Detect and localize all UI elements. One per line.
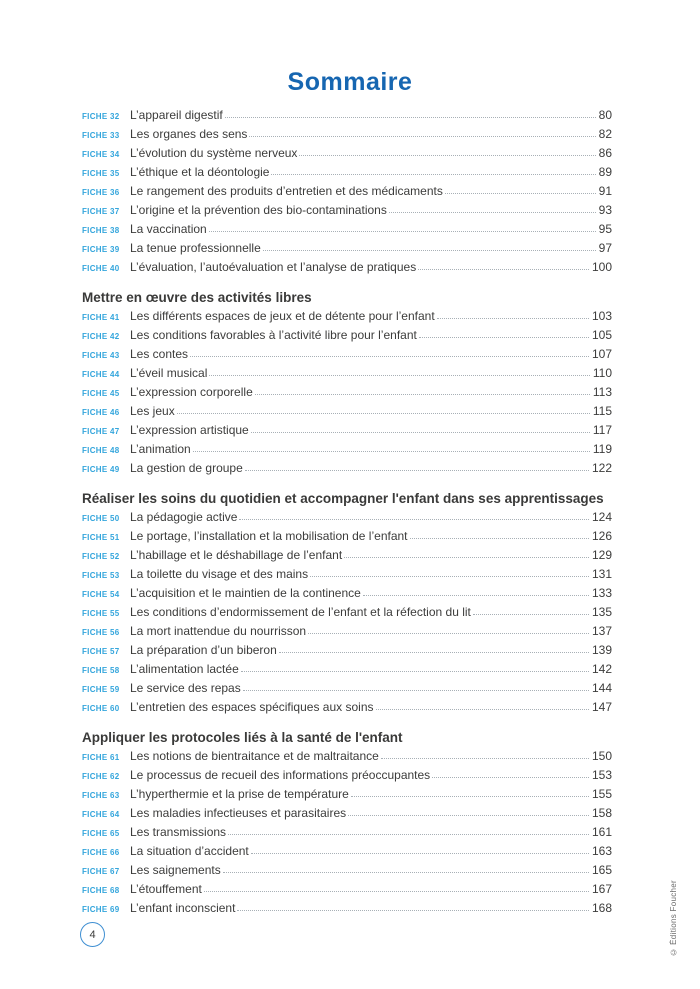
fiche-label: FICHE 32 bbox=[82, 112, 120, 121]
toc-entry bbox=[82, 108, 612, 127]
dot-leader bbox=[473, 614, 589, 615]
entry-title: L’enfant inconscient bbox=[130, 901, 236, 915]
entry-page: 168 bbox=[591, 901, 612, 915]
entry-page: 119 bbox=[592, 442, 612, 456]
toc-entry bbox=[82, 681, 612, 700]
fiche-label: FICHE 49 bbox=[82, 465, 120, 474]
dot-leader bbox=[437, 318, 589, 319]
toc-entry bbox=[82, 662, 612, 681]
entry-title: L’évolution du système nerveux bbox=[130, 146, 298, 160]
dot-leader bbox=[351, 796, 589, 797]
fiche-label: FICHE 57 bbox=[82, 647, 120, 656]
entry-title: La mort inattendue du nourrisson bbox=[130, 624, 307, 638]
fiche-label: FICHE 55 bbox=[82, 609, 120, 618]
fiche-label: FICHE 36 bbox=[82, 188, 120, 197]
entry-page: 133 bbox=[591, 586, 612, 600]
dot-leader bbox=[263, 250, 596, 251]
toc-entry bbox=[82, 404, 612, 423]
entry-page: 86 bbox=[598, 146, 612, 160]
toc-entry bbox=[82, 806, 612, 825]
entry-page: 100 bbox=[591, 260, 612, 274]
toc-entry bbox=[82, 241, 612, 260]
entry-title: La pédagogie active bbox=[130, 510, 238, 524]
toc-entry bbox=[82, 423, 612, 442]
entry-title: L’habillage et le déshabillage de l’enfant bbox=[130, 548, 343, 562]
dot-leader bbox=[381, 758, 589, 759]
fiche-label: FICHE 43 bbox=[82, 351, 120, 360]
entry-page: 107 bbox=[591, 347, 612, 361]
section-entries bbox=[82, 510, 612, 719]
toc-entry bbox=[82, 510, 612, 529]
entry-title: Les saignements bbox=[130, 863, 221, 877]
dot-leader bbox=[251, 432, 590, 433]
dot-leader bbox=[239, 519, 589, 520]
fiche-label: FICHE 54 bbox=[82, 590, 120, 599]
toc-entry bbox=[82, 643, 612, 662]
fiche-label: FICHE 66 bbox=[82, 848, 120, 857]
toc-entry bbox=[82, 548, 612, 567]
toc-entry bbox=[82, 768, 612, 787]
fiche-label: FICHE 65 bbox=[82, 829, 120, 838]
toc-entry bbox=[82, 203, 612, 222]
toc-entry bbox=[82, 260, 612, 279]
fiche-label: FICHE 64 bbox=[82, 810, 120, 819]
entry-title: Les jeux bbox=[130, 404, 175, 418]
dot-leader bbox=[237, 910, 589, 911]
fiche-label: FICHE 61 bbox=[82, 753, 120, 762]
entry-title: Le processus de recueil des informations préoccupantes bbox=[130, 768, 431, 782]
dot-leader bbox=[223, 872, 589, 873]
dot-leader bbox=[255, 394, 590, 395]
dot-leader bbox=[410, 538, 589, 539]
dot-leader bbox=[228, 834, 589, 835]
entry-title: Les contes bbox=[130, 347, 189, 361]
fiche-label: FICHE 38 bbox=[82, 226, 120, 235]
toc-entry bbox=[82, 901, 612, 920]
fiche-label: FICHE 56 bbox=[82, 628, 120, 637]
entry-title: Le rangement des produits d’entretien et des médicaments bbox=[130, 184, 443, 198]
entry-page: 163 bbox=[591, 844, 612, 858]
toc-section bbox=[82, 108, 612, 279]
entry-page: 137 bbox=[591, 624, 612, 638]
fiche-label: FICHE 40 bbox=[82, 264, 120, 273]
entry-title: L’éveil musical bbox=[130, 366, 208, 380]
toc-entry bbox=[82, 461, 612, 480]
entry-page: 93 bbox=[598, 203, 612, 217]
entry-page: 110 bbox=[592, 366, 612, 380]
fiche-label: FICHE 53 bbox=[82, 571, 120, 580]
page-number-badge bbox=[80, 922, 105, 947]
entry-title: La vaccination bbox=[130, 222, 207, 236]
entry-page: 105 bbox=[591, 328, 612, 342]
toc-entry bbox=[82, 844, 612, 863]
dot-leader bbox=[389, 212, 596, 213]
fiche-label: FICHE 33 bbox=[82, 131, 120, 140]
fiche-label: FICHE 67 bbox=[82, 867, 120, 876]
toc-entry bbox=[82, 624, 612, 643]
entry-page: 147 bbox=[591, 700, 612, 714]
entry-title: La tenue professionnelle bbox=[130, 241, 261, 255]
fiche-label: FICHE 44 bbox=[82, 370, 120, 379]
section-entries bbox=[82, 108, 612, 279]
entry-page: 150 bbox=[591, 749, 612, 763]
fiche-label: FICHE 68 bbox=[82, 886, 120, 895]
entry-title: Le portage, l’installation et la mobilisation de l’enfant bbox=[130, 529, 408, 543]
dot-leader bbox=[251, 853, 589, 854]
entry-page: 153 bbox=[591, 768, 612, 782]
entry-page: 161 bbox=[591, 825, 612, 839]
entry-page: 126 bbox=[591, 529, 612, 543]
fiche-label: FICHE 35 bbox=[82, 169, 120, 178]
toc-entry bbox=[82, 586, 612, 605]
toc-section bbox=[82, 489, 612, 719]
entry-page: 135 bbox=[591, 605, 612, 619]
dot-leader bbox=[445, 193, 596, 194]
entry-page: 131 bbox=[591, 567, 612, 581]
fiche-label: FICHE 69 bbox=[82, 905, 120, 914]
dot-leader bbox=[249, 136, 595, 137]
entry-title: Les maladies infectieuses et parasitaires bbox=[130, 806, 347, 820]
fiche-label: FICHE 50 bbox=[82, 514, 120, 523]
fiche-label: FICHE 60 bbox=[82, 704, 120, 713]
fiche-label: FICHE 58 bbox=[82, 666, 120, 675]
toc-entry bbox=[82, 146, 612, 165]
entry-title: L’appareil digestif bbox=[130, 108, 223, 122]
toc-entry bbox=[82, 882, 612, 901]
toc-entry bbox=[82, 366, 612, 385]
toc-entry bbox=[82, 863, 612, 882]
dot-leader bbox=[299, 155, 595, 156]
entry-title: L’acquisition et le maintien de la continence bbox=[130, 586, 361, 600]
section-entries bbox=[82, 309, 612, 480]
fiche-label: FICHE 34 bbox=[82, 150, 120, 159]
toc-entry bbox=[82, 567, 612, 586]
dot-leader bbox=[271, 174, 595, 175]
entry-title: La préparation d’un biberon bbox=[130, 643, 277, 657]
fiche-label: FICHE 51 bbox=[82, 533, 120, 542]
dot-leader bbox=[363, 595, 589, 596]
entry-title: La gestion de groupe bbox=[130, 461, 243, 475]
toc-entry bbox=[82, 347, 612, 366]
entry-title: Les transmissions bbox=[130, 825, 227, 839]
dot-leader bbox=[177, 413, 590, 414]
dot-leader bbox=[279, 652, 589, 653]
toc-entry bbox=[82, 700, 612, 719]
toc-section bbox=[82, 728, 612, 920]
entry-title: Les conditions favorables à l’activité libre pour l’enfant bbox=[130, 328, 417, 342]
entry-title: Le service des repas bbox=[130, 681, 241, 695]
entry-page: 122 bbox=[591, 461, 612, 475]
entry-title: L’alimentation lactée bbox=[130, 662, 239, 676]
section-entries bbox=[82, 749, 612, 920]
fiche-label: FICHE 52 bbox=[82, 552, 120, 561]
toc-entry bbox=[82, 165, 612, 184]
entry-page: 91 bbox=[598, 184, 612, 198]
dot-leader bbox=[209, 231, 596, 232]
section-heading: Mettre en œuvre des activités libres bbox=[82, 290, 312, 305]
dot-leader bbox=[348, 815, 589, 816]
entry-page: 144 bbox=[591, 681, 612, 695]
entry-page: 103 bbox=[591, 309, 612, 323]
entry-page: 113 bbox=[592, 385, 612, 399]
entry-page: 158 bbox=[591, 806, 612, 820]
toc-entry bbox=[82, 309, 612, 328]
fiche-label: FICHE 46 bbox=[82, 408, 120, 417]
entry-page: 95 bbox=[598, 222, 612, 236]
entry-title: L’hyperthermie et la prise de température bbox=[130, 787, 349, 801]
entry-page: 117 bbox=[592, 423, 612, 437]
dot-leader bbox=[310, 576, 589, 577]
dot-leader bbox=[243, 690, 589, 691]
toc-entry bbox=[82, 184, 612, 203]
dot-leader bbox=[193, 451, 590, 452]
entry-title: L’expression corporelle bbox=[130, 385, 253, 399]
dot-leader bbox=[241, 671, 589, 672]
fiche-label: FICHE 63 bbox=[82, 791, 120, 800]
entry-page: 124 bbox=[591, 510, 612, 524]
dot-leader bbox=[418, 269, 589, 270]
toc-entry bbox=[82, 825, 612, 844]
toc bbox=[82, 108, 612, 920]
entry-page: 82 bbox=[598, 127, 612, 141]
entry-page: 89 bbox=[598, 165, 612, 179]
dot-leader bbox=[432, 777, 589, 778]
dot-leader bbox=[190, 356, 589, 357]
toc-section bbox=[82, 288, 612, 480]
entry-title: L’éthique et la déontologie bbox=[130, 165, 270, 179]
fiche-label: FICHE 62 bbox=[82, 772, 120, 781]
entry-page: 142 bbox=[591, 662, 612, 676]
toc-entry bbox=[82, 749, 612, 768]
entry-page: 167 bbox=[591, 882, 612, 896]
toc-entry bbox=[82, 328, 612, 347]
section-heading: Réaliser les soins du quotidien et accompagner l'enfant dans ses apprentissages bbox=[82, 491, 604, 506]
section-heading: Appliquer les protocoles liés à la santé de l'enfant bbox=[82, 730, 403, 745]
entry-page: 165 bbox=[591, 863, 612, 877]
entry-title: L’évaluation, l’autoévaluation et l’analyse de pratiques bbox=[130, 260, 417, 274]
dot-leader bbox=[376, 709, 589, 710]
entry-page: 139 bbox=[591, 643, 612, 657]
entry-title: L’expression artistique bbox=[130, 423, 249, 437]
fiche-label: FICHE 59 bbox=[82, 685, 120, 694]
fiche-label: FICHE 48 bbox=[82, 446, 120, 455]
entry-page: 80 bbox=[598, 108, 612, 122]
fiche-label: FICHE 39 bbox=[82, 245, 120, 254]
fiche-label: FICHE 47 bbox=[82, 427, 120, 436]
page-title: Sommaire bbox=[287, 68, 413, 96]
fiche-label: FICHE 37 bbox=[82, 207, 120, 216]
dot-leader bbox=[204, 891, 589, 892]
entry-title: L’étouffement bbox=[130, 882, 202, 896]
toc-entry bbox=[82, 529, 612, 548]
entry-title: Les notions de bientraitance et de maltraitance bbox=[130, 749, 379, 763]
entry-title: La situation d’accident bbox=[130, 844, 249, 858]
dot-leader bbox=[225, 117, 596, 118]
dot-leader bbox=[308, 633, 589, 634]
toc-entry bbox=[82, 442, 612, 461]
dot-leader bbox=[209, 375, 589, 376]
entry-title: Les différents espaces de jeux et de détente pour l’enfant bbox=[130, 309, 435, 323]
toc-entry bbox=[82, 605, 612, 624]
entry-page: 115 bbox=[592, 404, 612, 418]
copyright-sidebar: © Éditions Foucher bbox=[669, 880, 678, 957]
page-number: 4 bbox=[89, 928, 96, 941]
entry-title: L’animation bbox=[130, 442, 191, 456]
fiche-label: FICHE 45 bbox=[82, 389, 120, 398]
fiche-label: FICHE 41 bbox=[82, 313, 120, 322]
toc-entry bbox=[82, 787, 612, 806]
entry-title: Les conditions d’endormissement de l’enfant et la réfection du lit bbox=[130, 605, 471, 619]
toc-entry bbox=[82, 222, 612, 241]
entry-page: 129 bbox=[591, 548, 612, 562]
toc-entry bbox=[82, 127, 612, 146]
toc-entry bbox=[82, 385, 612, 404]
entry-title: Les organes des sens bbox=[130, 127, 248, 141]
entry-title: L’origine et la prévention des bio-contaminations bbox=[130, 203, 387, 217]
dot-leader bbox=[344, 557, 589, 558]
fiche-label: FICHE 42 bbox=[82, 332, 120, 341]
entry-title: La toilette du visage et des mains bbox=[130, 567, 309, 581]
dot-leader bbox=[419, 337, 589, 338]
entry-title: L’entretien des espaces spécifiques aux soins bbox=[130, 700, 374, 714]
entry-page: 155 bbox=[591, 787, 612, 801]
entry-page: 97 bbox=[598, 241, 612, 255]
dot-leader bbox=[245, 470, 589, 471]
